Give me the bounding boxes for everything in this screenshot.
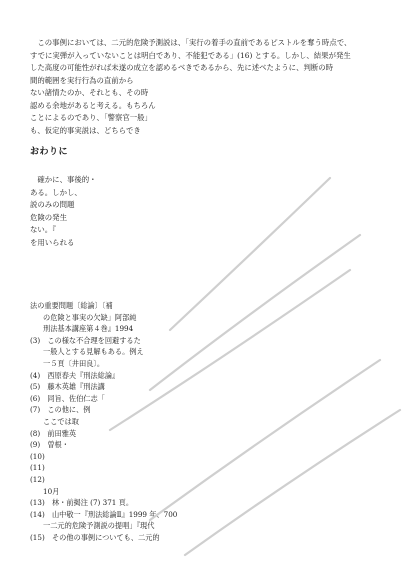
body-line: ある。しかし、 [30,187,82,197]
section-heading: おわりに [30,147,69,157]
footnote: (5) 藤木英雄『刑法講 [30,382,105,392]
footnote: (12) [30,474,52,484]
footnote-continuation: 一５頁〔井田良〕。 [43,358,105,368]
footnote: (13) 林・前掲注 (7) 371 頁。 [30,498,134,508]
footnotes [30,300,386,543]
footnote-continuation: 10月 [43,486,60,496]
footnote: (15) その他の事例についても、二元的 [30,532,160,542]
footnote-continuation: 刑法基本講座第４巻』1994 [43,324,134,334]
body-line: 確かに、事後的・ [30,175,97,184]
footnote: (8) 前田雅英 [30,428,77,438]
footnote: (9) 曽根・ [30,440,69,450]
footnote-continuation: ここでは取 [43,416,79,426]
intro-line: ない諸情たのか、それとも、その時 [30,88,149,97]
footnote: 法の重要問題〔総論〕〔補 [30,301,113,310]
intro-line: 認める余地があると考える。もちろん [30,100,156,110]
intro-line: 間的範囲を実行行為の直前から [30,75,134,85]
footnote: (7) この他に、例 [30,405,91,415]
body-line: 説のみの問題 [30,200,75,209]
body-line: 危険の発生 [30,212,67,222]
footnote: (4) 西原春夫『刑法総論』 [30,370,120,380]
intro-line: すでに実弾が入っていないことは明白であり、不能犯である」(16) とする。しかし、結果が発生 [30,50,351,60]
footnote: (3) この様な不合理を回避するた [30,335,141,345]
intro-line: この事例においては、二元的危険予測説は、「実行の着手の直前であるピストルを奪う時点で、 [30,38,352,47]
intro-line: も、仮定的事実説は、どちらでき [30,125,141,135]
footnote: (11) [30,463,45,473]
footnote: (14) 山中敬一『刑法総論Ⅱ』1999 年、700 [30,509,178,519]
footnote: (6) 同旨、佐伯仁志「 [30,393,105,403]
footnote-continuation: 一二元的危険予測説の提唱」『現代 [43,521,155,531]
footnote-continuation: 一般人とする見解もある。例え [43,347,144,357]
footnote: (10) [30,451,52,461]
conclusion-paragraph [30,174,382,249]
body-line: を用いられる [30,237,75,247]
intro-line: ことによるのであり、「警察官一般」 [30,113,152,122]
intro-paragraph [30,37,382,137]
footnote-continuation: の危険と事実の欠缺」阿部純 [43,312,137,322]
intro-line: した高度の可能性がれば未遂の成立を認めるべきであるから、先に述べたように、判断の時 [30,63,334,72]
body-line: ない。『 [30,225,56,234]
